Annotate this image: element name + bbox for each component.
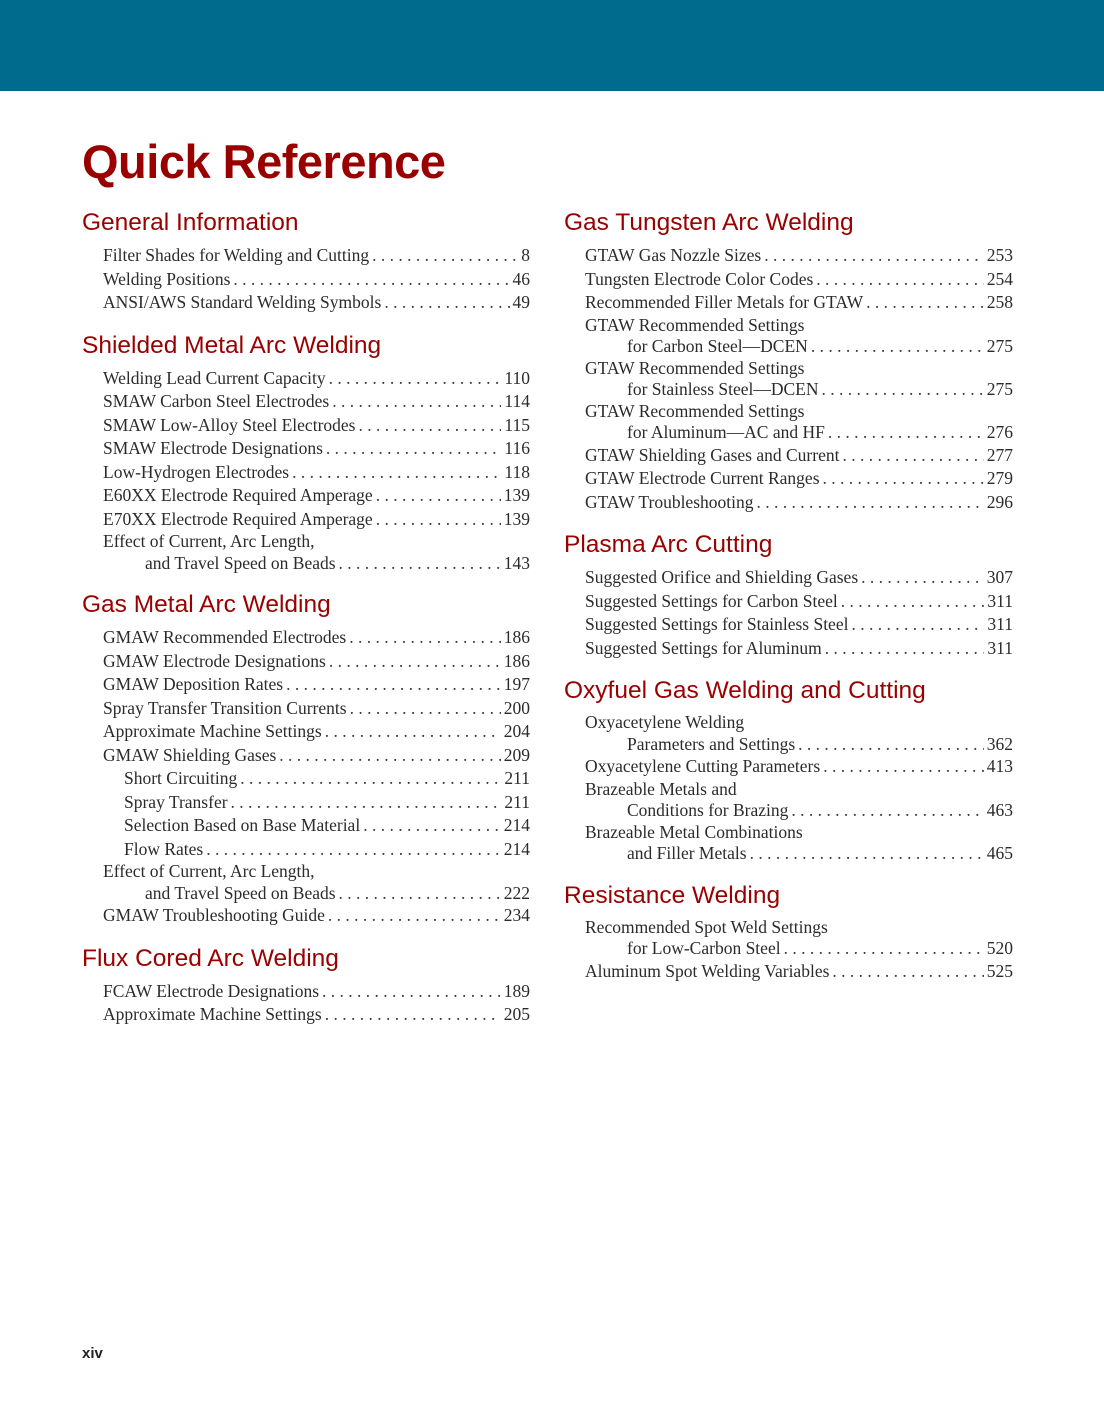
toc-entry[interactable]: [82, 673, 530, 697]
toc-entry-line: [124, 838, 530, 862]
toc-entry-page: 275: [986, 336, 1013, 356]
toc-entry-line: [585, 268, 1013, 292]
toc-entry-page: 413: [986, 756, 1013, 776]
toc-entry-page: 276: [986, 422, 1013, 442]
toc-entry-label: for Carbon Steel—DCEN: [627, 336, 808, 356]
toc-entry-label: GMAW Electrode Designations: [103, 650, 326, 671]
dot-leader: [206, 838, 501, 862]
toc-entry-page: 275: [986, 379, 1013, 399]
toc-entry-page: 8: [521, 245, 530, 265]
toc-entry-label: ANSI/AWS Standard Welding Symbols: [103, 292, 382, 312]
dot-leader: [279, 744, 500, 768]
toc-entry-label: for Aluminum—AC and HF: [627, 422, 825, 442]
dot-leader: [325, 1003, 501, 1027]
dot-leader: [329, 367, 502, 391]
dot-leader: [784, 938, 984, 960]
section-title: Gas Tungsten Arc Welding: [564, 209, 854, 236]
toc-entry-label: Selection Based on Base Material: [124, 815, 361, 835]
toc-entry[interactable]: [564, 244, 1013, 268]
toc-entry-label: Welding Positions: [103, 268, 231, 289]
toc-entry[interactable]: [564, 917, 1013, 960]
toc-entry-line: [103, 437, 530, 461]
toc-entry-line: [585, 590, 1013, 614]
toc-entry-page: 258: [986, 292, 1013, 312]
dot-leader: [832, 960, 983, 984]
toc-entry-line: [103, 291, 530, 315]
dot-leader: [823, 755, 984, 779]
toc-entry-page: 214: [503, 815, 530, 835]
toc-entry-line: [103, 697, 530, 721]
toc-entry-line: [103, 673, 530, 697]
section-resistance-welding: [564, 880, 1013, 984]
page-number: xiv: [82, 1345, 103, 1362]
toc-entry[interactable]: [82, 650, 530, 674]
dot-leader: [292, 461, 501, 485]
toc-entry-label: and Travel Speed on Beads: [145, 882, 336, 903]
dot-leader: [841, 590, 985, 614]
dot-leader: [823, 467, 984, 491]
toc-entry-lead: Effect of Current, Arc Length,: [103, 861, 315, 881]
toc-entry-line: [585, 291, 1013, 315]
toc-entry-lead: GTAW Recommended Settings: [585, 314, 805, 335]
toc-entry-page: 214: [503, 838, 530, 859]
dot-leader: [322, 980, 501, 1004]
toc-entry-label: Spray Transfer: [124, 791, 228, 812]
toc-entry-page: 234: [503, 905, 530, 925]
toc-entry[interactable]: [82, 461, 530, 485]
toc-entry-label: SMAW Electrode Designations: [103, 438, 323, 458]
toc-entry[interactable]: [564, 291, 1013, 315]
toc-entry[interactable]: [82, 814, 530, 838]
toc-entry-line: [103, 390, 530, 414]
toc-entry-page: 46: [512, 268, 530, 289]
toc-entry-lead: Effect of Current, Arc Length,: [103, 531, 315, 551]
toc-entry[interactable]: [564, 712, 1013, 755]
toc-entry[interactable]: [82, 904, 530, 928]
toc-entry[interactable]: [82, 531, 530, 574]
toc-entry-label: Spray Transfer Transition Currents: [103, 697, 347, 718]
toc-entry[interactable]: [82, 268, 530, 292]
dot-leader: [828, 422, 984, 444]
dot-leader: [376, 508, 501, 532]
section-title: Plasma Arc Cutting: [564, 531, 773, 558]
dot-leader: [350, 697, 501, 721]
dot-leader: [816, 268, 983, 292]
toc-entry-line: [585, 843, 1013, 865]
dot-leader: [358, 414, 501, 438]
toc-entry-line: [103, 883, 530, 905]
toc-entry[interactable]: [564, 566, 1013, 590]
toc-entry-line: [585, 244, 1013, 268]
toc-entry-page: 114: [504, 391, 530, 411]
toc-entry-label: for Stainless Steel—DCEN: [627, 379, 819, 399]
toc-entry[interactable]: [564, 613, 1013, 637]
toc-entry[interactable]: [82, 291, 530, 315]
toc-entry[interactable]: [564, 358, 1013, 401]
toc-entry-label: Welding Lead Current Capacity: [103, 367, 326, 388]
toc-entry-lead: Brazeable Metals and: [585, 778, 737, 799]
toc-entry-line: [103, 650, 530, 674]
toc-entry-page: 211: [504, 768, 530, 788]
dot-leader: [842, 444, 983, 468]
toc-entry-line: [103, 414, 530, 438]
toc-entry-line: [585, 938, 1013, 960]
toc-entry[interactable]: [564, 444, 1013, 468]
toc-entry[interactable]: [82, 744, 530, 768]
right-column: [564, 207, 1013, 998]
dot-leader: [349, 626, 501, 650]
toc-entry-page: 110: [504, 367, 530, 388]
dot-leader: [757, 491, 984, 515]
section-title: Shielded Metal Arc Welding: [82, 331, 382, 359]
section-shielded-metal-arc-welding: [82, 330, 530, 575]
dot-leader: [811, 336, 984, 358]
toc-entry[interactable]: [82, 861, 530, 904]
toc-entry-page: 49: [512, 292, 530, 312]
toc-entry-page: 205: [503, 1004, 530, 1024]
toc-entry-page: 143: [503, 552, 530, 573]
dot-leader: [822, 379, 984, 401]
left-column: [82, 207, 530, 1042]
dot-leader: [329, 650, 501, 674]
toc-entry-line: [103, 626, 530, 650]
section-title: Oxyfuel Gas Welding and Cutting: [564, 677, 926, 704]
toc-entry-line: [585, 491, 1013, 515]
toc-entry-page: 253: [986, 245, 1013, 265]
toc-entry-line: [585, 637, 1013, 661]
toc-entry[interactable]: [564, 590, 1013, 614]
toc-entry-line: [585, 467, 1013, 491]
toc-entry-label: Low-Hydrogen Electrodes: [103, 461, 290, 482]
dot-leader: [376, 484, 501, 508]
toc-entry-page: 139: [503, 508, 530, 529]
toc-entry-line: [585, 422, 1013, 444]
toc-entry-line: [585, 755, 1013, 779]
toc-entry-label: for Low-Carbon Steel: [627, 938, 781, 958]
section-oxyfuel-gas-welding-and-cutting: [564, 675, 1013, 865]
toc-entry-page: 204: [503, 721, 530, 741]
toc-entry-line: [103, 744, 530, 768]
toc-entry-lead: GTAW Recommended Settings: [585, 357, 805, 378]
toc-entry-page: 465: [986, 843, 1013, 863]
toc-entry-label: FCAW Electrode Designations: [103, 980, 320, 1001]
section-general-information: [82, 207, 530, 315]
toc-entry[interactable]: [564, 268, 1013, 292]
toc-entry[interactable]: [82, 980, 530, 1004]
section-title: Flux Cored Arc Welding: [82, 944, 339, 972]
toc-entry-label: Short Circuiting: [124, 768, 238, 788]
toc-entry-label: Suggested Orifice and Shielding Gases: [585, 567, 859, 587]
toc-entry-label: SMAW Carbon Steel Electrodes: [103, 391, 330, 411]
toc-entry-label: Filter Shades for Welding and Cutting: [103, 245, 370, 265]
dot-leader: [825, 637, 985, 661]
toc-entry-line: [124, 791, 530, 815]
toc-entry[interactable]: [82, 1003, 530, 1027]
toc-entry-line: [585, 800, 1013, 822]
toc-entry-page: 116: [504, 438, 530, 458]
section-gas-tungsten-arc-welding: [564, 207, 1013, 514]
toc-entry[interactable]: [564, 401, 1013, 444]
toc-entry-line: [585, 444, 1013, 468]
dot-leader: [764, 244, 984, 268]
dot-leader: [372, 244, 518, 268]
dot-leader: [240, 767, 501, 791]
toc-entry-label: Tungsten Electrode Color Codes: [585, 268, 814, 289]
toc-entry-page: 197: [503, 674, 530, 694]
dot-leader: [233, 268, 509, 292]
toc-entry-line: [103, 553, 530, 575]
toc-entry-page: 200: [503, 697, 530, 718]
dot-leader: [339, 553, 501, 575]
toc-entry[interactable]: [564, 637, 1013, 661]
toc-entry[interactable]: [82, 484, 530, 508]
toc-entry-line: [103, 244, 530, 268]
toc-entry[interactable]: [82, 367, 530, 391]
dot-leader: [326, 437, 501, 461]
toc-entry-line: [103, 720, 530, 744]
toc-entry-page: 115: [504, 414, 530, 435]
toc-entry-label: Oxyacetylene Cutting Parameters: [585, 756, 821, 776]
toc-entry-line: [103, 484, 530, 508]
toc-entry-page: 222: [503, 882, 530, 903]
toc-entry[interactable]: [82, 791, 530, 815]
toc-entry[interactable]: [564, 315, 1013, 358]
toc-entry-page: 525: [986, 960, 1013, 981]
toc-entry-page: 254: [986, 268, 1013, 289]
toc-entry-label: Recommended Filler Metals for GTAW: [585, 292, 864, 312]
toc-entry-label: GMAW Troubleshooting Guide: [103, 905, 325, 925]
toc-entry-label: and Filler Metals: [627, 843, 747, 863]
section-plasma-arc-cutting: [564, 529, 1013, 660]
toc-entry[interactable]: [564, 491, 1013, 515]
dot-leader: [750, 843, 984, 865]
toc-entry-page: 463: [986, 800, 1013, 820]
toc-entry-page: 277: [986, 444, 1013, 465]
toc-entry-page: 186: [503, 627, 530, 647]
dot-leader: [851, 613, 984, 637]
toc-entry-line: [103, 367, 530, 391]
toc-entry-label: E60XX Electrode Required Amperage: [103, 485, 373, 505]
toc-entry-lead: GTAW Recommended Settings: [585, 400, 805, 421]
toc-entry-line: [124, 814, 530, 838]
toc-entry-label: GMAW Shielding Gases: [103, 744, 277, 765]
toc-entry[interactable]: [82, 390, 530, 414]
toc-entry[interactable]: [564, 960, 1013, 984]
toc-entry-lead: Recommended Spot Weld Settings: [585, 916, 828, 937]
toc-entry-label: GMAW Recommended Electrodes: [103, 627, 347, 647]
dot-leader: [384, 291, 509, 315]
toc-entry[interactable]: [564, 467, 1013, 491]
toc-entry[interactable]: [82, 626, 530, 650]
dot-leader: [363, 814, 501, 838]
dot-leader: [325, 720, 501, 744]
section-title: Resistance Welding: [564, 881, 781, 909]
section-title: Gas Metal Arc Welding: [82, 591, 331, 618]
toc-entry-line: [103, 1003, 530, 1027]
toc-entry-lead: Oxyacetylene Welding: [585, 712, 745, 732]
toc-entry[interactable]: [82, 414, 530, 438]
toc-entry-label: Flow Rates: [124, 838, 204, 859]
toc-entry-label: GTAW Electrode Current Ranges: [585, 468, 820, 488]
dot-leader: [286, 673, 501, 697]
toc-entry-label: Approximate Machine Settings: [103, 1004, 322, 1024]
dot-leader: [798, 734, 984, 756]
dot-leader: [328, 904, 501, 928]
section-flux-cored-arc-welding: [82, 943, 530, 1027]
dot-leader: [339, 883, 501, 905]
toc-entry-line: [585, 566, 1013, 590]
toc-entry-line: [585, 379, 1013, 401]
page-title: Quick Reference: [82, 135, 446, 188]
toc-entry-page: 296: [986, 491, 1013, 512]
toc-entry[interactable]: [82, 697, 530, 721]
toc-entry[interactable]: [82, 838, 530, 862]
toc-entry-label: Parameters and Settings: [627, 733, 796, 754]
toc-entry-page: 311: [987, 637, 1013, 658]
toc-entry[interactable]: [82, 508, 530, 532]
toc-entry-line: [103, 461, 530, 485]
toc-entry[interactable]: [82, 767, 530, 791]
toc-entry[interactable]: [82, 720, 530, 744]
toc-entry[interactable]: [564, 779, 1013, 822]
toc-entry[interactable]: [564, 755, 1013, 779]
toc-entry-label: SMAW Low-Alloy Steel Electrodes: [103, 414, 356, 435]
toc-entry-line: [103, 508, 530, 532]
dot-leader: [861, 566, 984, 590]
toc-entry-page: 520: [986, 938, 1013, 958]
toc-entry-page: 189: [503, 980, 530, 1001]
toc-entry-page: 311: [987, 614, 1013, 634]
section-gas-metal-arc-welding: [82, 589, 530, 928]
toc-entry-page: 186: [503, 650, 530, 671]
toc-entry-label: GTAW Shielding Gases and Current: [585, 444, 840, 465]
toc-entry-label: Suggested Settings for Stainless Steel: [585, 614, 849, 634]
toc-entry-label: Aluminum Spot Welding Variables: [585, 960, 830, 981]
toc-entry-page: 307: [986, 567, 1013, 587]
toc-entry[interactable]: [82, 244, 530, 268]
toc-entry-label: GMAW Deposition Rates: [103, 674, 284, 694]
toc-entry-label: Approximate Machine Settings: [103, 721, 322, 741]
toc-entry-label: E70XX Electrode Required Amperage: [103, 508, 373, 529]
toc-entry-line: [103, 980, 530, 1004]
toc-entry-lead: Brazeable Metal Combinations: [585, 821, 803, 842]
toc-entry-page: 362: [986, 733, 1013, 754]
toc-entry-page: 139: [503, 485, 530, 505]
section-title: General Information: [82, 209, 299, 236]
toc-entry-line: [585, 613, 1013, 637]
toc-entry-line: [585, 960, 1013, 984]
toc-entry-page: 279: [986, 468, 1013, 488]
toc-entry-label: GTAW Troubleshooting: [585, 491, 754, 512]
toc-entry-page: 118: [504, 461, 530, 482]
header-band: [0, 0, 1104, 91]
toc-entry-page: 211: [504, 791, 530, 812]
toc-entry-line: [585, 336, 1013, 358]
toc-entry-label: Suggested Settings for Carbon Steel: [585, 590, 838, 611]
toc-entry-line: [124, 767, 530, 791]
toc-entry-page: 311: [987, 590, 1013, 611]
toc-entry-label: GTAW Gas Nozzle Sizes: [585, 245, 762, 265]
toc-entry-label: Suggested Settings for Aluminum: [585, 637, 822, 658]
toc-entry-line: [103, 268, 530, 292]
toc-entry-line: [585, 734, 1013, 756]
dot-leader: [332, 390, 501, 414]
toc-entry-page: 209: [503, 744, 530, 765]
toc-entry[interactable]: [82, 437, 530, 461]
dot-leader: [231, 791, 502, 815]
toc-entry-label: Conditions for Brazing: [627, 800, 789, 820]
dot-leader: [866, 291, 984, 315]
toc-entry-line: [103, 904, 530, 928]
toc-entry[interactable]: [564, 822, 1013, 865]
dot-leader: [791, 800, 983, 822]
toc-entry-label: and Travel Speed on Beads: [145, 552, 336, 573]
